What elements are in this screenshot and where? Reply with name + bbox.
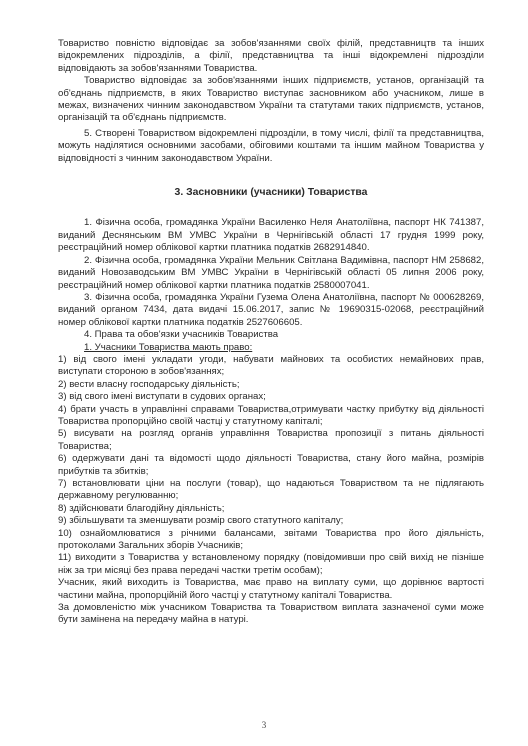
withdrawal-paragraph: Учасник, який виходить із Товариства, має право на виплату суми, що дорівнює вартості частини майна, пропорційній його частці у статутному капіталі Товариства. [58,577,484,601]
intro-paragraph-2: Товариство відповідає за зобов'язаннями інших підприємств, установ, організацій та об'єднань підприємств, в яких Товариство виступає засновником або учасником, лише в межах, визначених чинним законодавством України та статутами таких підприємств, установ, організацій та об'єднань підприємств. [58,75,484,124]
right-item-3: 3) від свого імені виступати в судових органах; [58,391,266,403]
rights-section-label: 4. Права та обов'язки учасників Товариства [84,329,279,341]
rights-title-text: 1. Учасники Товариства мають право: [84,341,253,353]
right-item-2: 2) вести власну господарську діяльність; [58,378,240,390]
right-item-6: 6) одержувати дані та відомості щодо діяльності Товариства, стану його майна, розмірів прибутків та збитків; [58,453,484,477]
right-item-5: 5) висувати на розгляд органів управління Товариства пропозиції з питань діяльності Товариства; [58,428,484,452]
right-item-7: 7) встановлювати ціни на послуги (товар), що надаються Товариством та не підлягають державному регулюванню; [58,478,484,502]
right-item-4: 4) брати участь в управлінні справами Товариства,отримувати частку прибутку від діяльності Товариства пропорційно своїй частці у статутному капіталі; [58,403,484,427]
right-item-11: 11) виходити з Товариства у встановленому порядку (повідомивши про свій вихід не пізніше ніж за три місяці без права передачі частки третім особам); [58,552,484,576]
intro-paragraph-1: Товариство повністю відповідає за зобов'язаннями своїх філій, представництв та інших відокремлених підрозділів, а філії, представництва та інші відокремлені підрозділи відповідають за зобов'язаннями Товариства. [58,38,484,74]
founder-3: 3. Фізична особа, громадянка України Гузема Олена Анатоліївна, паспорт № 000628269, виданий органом 7434, дата видачі 15.06.2017, запис № 19690315-02068, реєстраційний номер облікової картки платника податків 2527606605. [58,291,484,328]
right-item-1: 1) від свого імені укладати угоди, набувати майнових та особистих немайнових прав, виступати стороною в зобов'язаннях; [58,353,484,378]
right-item-10: 10) ознайомлюватися з річними балансами, звітами Товариства про його діяльність, протоколами Загальних зборів Учасників; [58,527,484,552]
founder-1: 1. Фізична особа, громадянка України Василенко Неля Анатоліївна, паспорт НК 741387, виданий Деснянським ВМ УМВС України в Чернігівській області 17 грудня 1999 року, реєстраційний номер облікової картки платника податків 2682914840. [58,217,484,254]
rights-title [58,342,484,354]
right-item-8: 8) здійснювати благодійну діяльність; [58,502,225,514]
right-item-9: 9) збільшувати та зменшувати розмір свого статутного капіталу; [58,515,344,527]
section-title: 3. Засновники (учасники) Товариства [174,187,368,199]
founder-2: 2. Фізична особа, громадянка України Мельник Світлана Вадимівна, паспорт НМ 258682, виданий Новозаводським ВМ УМВС України в Чернігівській області 05 липня 2006 року, реєстраційний номер облікової картки платника податків 2580007041. [58,254,484,291]
page-number: 3 [261,720,267,730]
intro-paragraph-3: 5. Створені Товариством відокремлені підрозділи, в тому числі, філії та представництва, можуть наділятися основними засобами, обіговими коштами та іншим майном Товариства у відповідності з чинним законодавством України. [58,127,484,164]
agreement-paragraph: За домовленістю між учасником Товариства та Товариством виплата зазначеної суми може бути замінена на передачу майна в натурі. [58,602,484,626]
